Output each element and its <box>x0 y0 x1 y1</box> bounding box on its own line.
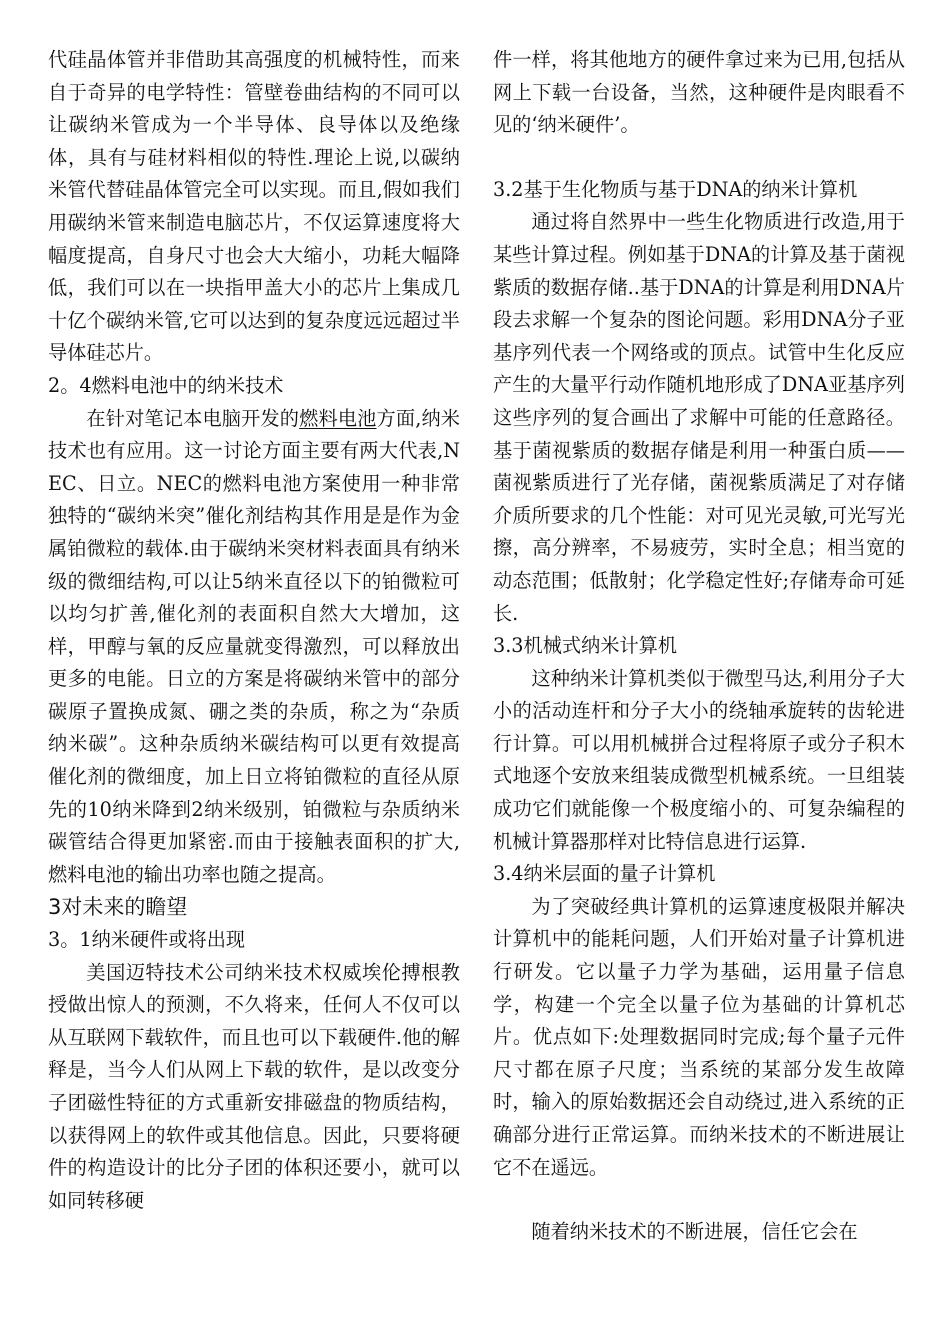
paragraph-dna-computer: 通过将自然界中一些生化物质进行改造,用于某些计算过程。例如基于DNA的计算及基于菌视紫质的数据存储..基于DNA的计算是利用DNA片段去求解一个复杂的图论问题。彩用DNA分子亚基序列代表一个网络或的顶点。试管中生化反应产生的大量平行动作随机地形成了DNA亚基序列这些序列的复合画出了求解中可能的任意路径。基于菌视紫质的数据存储是利用一种蛋白质——菌视紫质进行了光存储，菌视紫质满足了对存储介质所要求的几个性能：对可见光灵敏,可光写光擦，高分辨率，不易疲劳，实时全息；相当宽的动态范围；低散射；化学稳定性好;存储寿命可延长. <box>493 210 905 625</box>
paragraph-mechanical-computer: 这种纳米计算机类似于微型马达,利用分子大小的活动连杆和分子大小的绕轴承旋转的齿轮进行计算。可以用机械拼合过程将原子或分子积木式地逐个安放来组装成微型机械系统。一旦组装成功它们就能像一个极度缩小的、可复杂编程的机械计算器那样对比特信息进行运算. <box>493 666 905 853</box>
fuel-cell-text-before: 在针对笔记本电脑开发的 <box>86 406 300 430</box>
left-column <box>48 44 460 1217</box>
paragraph-fuel-cell <box>48 403 460 892</box>
fuel-cell-link[interactable]: 燃料电池 <box>299 406 377 430</box>
heading-3-1: 3。1纳米硬件或将出现 <box>48 928 246 952</box>
paragraph-closing: 随着纳米技术的不断进展，信任它会在 <box>531 1220 858 1244</box>
right-column <box>493 44 905 1249</box>
heading-2-4: 2。4燃料电池中的纳米技术 <box>48 373 284 397</box>
paragraph-nano-hardware: 美国迈特技术公司纳米技术权威埃伦搏根教授做出惊人的预测，不久将来，任何人不仅可以从互联网下载软件，而且也可以下载硬件.他的解释是，当今人们从网上下载的软件，是以改变分子团磁性特征的方式重新安排磁盘的物质结构，以获得网上的软件或其他信息。因此，只要将硬件的构造设计的比分子团的体积还要小，就可以如同转移硬 <box>48 960 460 1212</box>
heading-3-3: 3.3机械式纳米计算机 <box>493 634 678 658</box>
paragraph-gap <box>493 142 905 174</box>
paragraph-carbon-nanotube: 代硅晶体管并非借助其高强度的机械特性，而来自于奇异的电学特性：管壁卷曲结构的不同可以让碳纳米管成为一个半导体、良导体以及绝缘体，具有与硅材料相似的特性.理论上说,以碳纳米管代替硅晶体管完全可以实现。而且,假如我们用碳纳米管来制造电脑芯片，不仅运算速度将大幅度提高，自身尺寸也会大大缩小，功耗大幅降低，我们可以在一块指甲盖大小的芯片上集成几十亿个碳纳米管,它可以达到的复杂度远远超过半导体硅芯片。 <box>48 48 460 365</box>
paragraph-gap <box>493 1184 905 1216</box>
fuel-cell-text-after: 方面,纳米技术也有应用。这一讨论方面主要有两大代表,NEC、日立。NEC的燃料电池方案使用一种非常独特的“碳纳米突”催化剂结构其作用是是作为金属铂微粒的载体.由于碳纳米突材料表面具有纳米级的微细结构,可以让5纳米直径以下的铂微粒可以均匀扩善,催化剂的表面积自然大大增加，这样，甲醇与氧的反应量就变得激烈，可以释放出更多的电能。日立的方案是将碳纳米管中的部分碳原子置换成氮、硼之类的杂质，称之为“杂质纳米碳”。这种杂质纳米碳结构可以更有效提高催化剂的微细度，加上日立将铂微粒的直径从原先的10纳米降到2纳米级别，铂微粒与杂质纳米碳管结合得更加紧密.而由于接触表面积的扩大,燃料电池的输出功率也随之提高。 <box>48 406 460 886</box>
paragraph-nano-hardware-continued: 件一样，将其他地方的硬件拿过来为已用,包括从网上下载一台设备，当然，这种硬件是肉眼看不见的‘纳米硬件’。 <box>493 48 905 137</box>
paragraph-quantum-computer: 为了突破经典计算机的运算速度极限并解决计算机中的能耗问题，人们开始对量子计算机进行研发。它以量子力学为基础，运用量子信息学，构建一个完全以量子位为基础的计算机芯片。优点如下:处理数据同时完成;每个量子元件尺寸都在原子尺度；当系统的某部分发生故障时，输入的原始数据还会自动绕过,进入系统的正确部分进行正常运算。而纳米技术的不断进展让它不在遥远。 <box>493 894 905 1179</box>
heading-3-4: 3.4纳米层面的量子计算机 <box>493 862 716 886</box>
heading-3-2: 3.2基于生化物质与基于DNA的纳米计算机 <box>493 177 858 201</box>
heading-3: 3对未来的瞻望 <box>48 895 188 920</box>
